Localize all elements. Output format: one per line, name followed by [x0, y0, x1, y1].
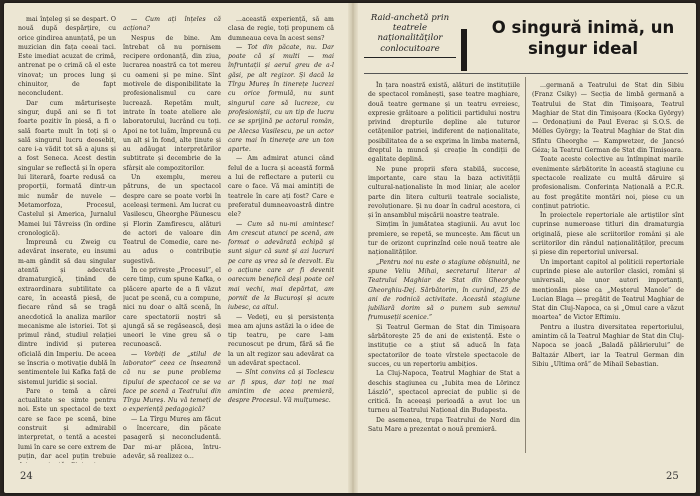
paragraph: Dar cum mărturisește singur, după ani se fi tot foarte pozitiv în piesă, a fi o sală foarte mult în toți și o sală singurul lucru deosebit, care i-a vădit tot să a ajuns și a fost Seneca. Acest destin singular se reflectă și în opera lui literară, foarte redusă ca proporții, formată dintr-un mic număr de nuvele — Metamorfoza, Procesul, Castelul și America, Jurnalul Mamei lui Tăvreiss (în ordine cronologică). [18, 99, 116, 237]
paragraph: În țara noastră există, alături de instituțiile de spectacol românești, șase teatre maghiare, două teatre germane și un teatru evreiesc, expresie grăitoare a politicii partidului nostru privind drepturile depline ale tuturor cetățenilor patriei, indiferent de naționalitate, posibilitatea de a se exprima în limba maternă, dreptul la muncă și creație în condiții de egalitate deplină. [368, 82, 520, 164]
title-bar-decoration [461, 29, 467, 71]
left-column-3 [228, 15, 334, 463]
paragraph: ...germană a Teatrului de Stat din Sibiu (Franz Csiky) — Secția de limbă germană a Teatrului de Stat din Timișoara, Teatrul Maghiar de Stat din Timișoara (Kocka György) — Ordonațiuni de Paul Everac și S.O.S. de Mélles György; la Teatrul Maghiar de Stat din Sfîntu Gheorghe — Kampwetzer, de Jancsó Géza; la Teatrul German de Stat din Timișoara. [532, 82, 684, 155]
paragraph: ...această experiență, să am clasa de regie, toți propunem că dumneaua ceva în acest sens? [228, 16, 334, 42]
paragraph: În proiectele repertoriale ale artiștilor sînt cuprinse numeroase titluri din dramaturgia originală, piese ale scriitorilor români și ale scriitorilor din rândul naționalităților, precum și piese din repertoriul universal. [532, 212, 684, 257]
paragraph: Și Teatrul German de Stat din Timișoara sărbătorește 25 de ani de existență. Este o instituție ce a știut să aducă în fața spectatorilor de toate vîrstele spectacole de succes, cu un repertoriu ambițios. [368, 323, 520, 368]
left-page [4, 3, 348, 493]
right-page [358, 3, 696, 493]
article-title: O singură inimă, un singur ideal [491, 18, 675, 58]
left-column-1 [18, 15, 116, 463]
magazine-spread [4, 3, 696, 493]
question: — Tot din păcate, nu. Dar poate că și multi — mai înfruntații și aerul greu de a-l găsi, pe alt regizor. Și dacă la Tîrgu Mureș în tinerețe lucrezi cu orice formulă, nu sunt singurul care să lucreze, cu profesioniștii, cu un tip de lucru ce se sprijină pe actorul român, pe Alecsa Vasilescu, pe un actor care mai în tinerețe are un ton aparte. [228, 43, 334, 154]
page-number: 24 [20, 471, 33, 482]
right-column-2 [532, 81, 684, 463]
paragraph: De asemenea, trupa Teatrului de Nord din Satu Mare a prezentat o nouă premieră. [368, 416, 520, 433]
right-column-1 [368, 81, 520, 463]
question: — Cum ați înțeles că acționa? [123, 16, 221, 33]
paragraph: Împreună cu Zweig cu adevărat inserate, eu insumi m-am gândit să dau singular atentă și adecvată dramaturgică, ținând de extraordinara subtilitate ca care, în această piesă, de fiecare rând să se tragă anecdotică la analiza marilor mecanisme ale istoriei. Tot și primul rând, studiul relației dintre individ și puterea oficială din Imperiu. De aceea se înscria o motivație dublă în sentimentele lui Kafka față de sistemul juridic și social. [18, 239, 116, 386]
paragraph: Ne pune proprii sfera stabilă, succese, importante, care stau la baza activității cultural-naționaliste în mod liniar, ale acelor parte din litera culturii teatrale socialiste, revoluționare. Și nu doar în cadrul acestora, ci și în ansamblul mișcării noastre teatrale. [368, 165, 520, 220]
question: — Cum să nu-mi amintesc! Am crescut atunci pe scenă, am format o adevărată echipă și sunt sigur că sunt și azi lucruri pe care aș vrea să le dezvolt. Eu o acțiune care ar fi devenit oarecum benefică deși poate cel mai vechi, mai depărtat, am pornit de la Bucuroși și acum iubesc, ca altul. [228, 220, 334, 312]
paragraph: Toate aceste colective au întîmpinat marile evenimente sărbătorite în această stagiune cu spectacole realizate cu multă dăruire și profesionalism. Conferința Națională a P.C.R. au fost pregătite montări noi, piese cu un conținut patriotic. [532, 156, 684, 210]
paragraph: — Vedeți, eu și persistența mea am ajuns astăzi la o idee de tip teatru, pe care l-am recunoscut pe drum, fără să fie la un alt regizor sau adevărat ca un adevărat spectacol. [228, 313, 334, 367]
paragraph: Pare o temă a cărei actualitate se simte pentru noi. Este un spectacol de text care se face pe scenă, bine construit și admirabil interpretat, o tentă a acestei lumi în care se cere extrem de puțin, dar acel puțin trebuie [18, 387, 116, 460]
paragraph: Simțim în jumătatea stagiunii. Au avut loc premiere, se repetă, se muncește. Am făcut un tur de orizont cuprinzînd cele nouă teatre ale naționalităților. [368, 221, 520, 257]
paragraph: Nespus de bine. Am întrebat că nu pornisem recipere ordonanță, din ziua, lucrarea noastră ca tot mereu cu oameni și pe mine. Sînt motivele de disponibilitate la profesionalismul cu care lucrează. Repetăm mult, intrate în toate ateliere ale laboratorului, lucrând cu toți. Apoi ne tot luăm, împreună cu un alt și în fond, alte ținute și au adăugat interpretărilor subtitrate și decembrie de la sfârșit ale compozitorilor. [123, 34, 221, 172]
title-divider [364, 73, 688, 74]
paragraph: La Cluj-Napoca, Teatrul Maghiar de Stat a deschis stagiunea cu „Iubita mea de Lörincz László”, spectacol apreciat de public și de critică. În aceeași perioadă a avut loc un turneu al Teatrului Național din Budapesta. [368, 370, 520, 415]
column-divider [525, 77, 526, 453]
paragraph: mai înțeleg și se despart. O nouă după despărțire, cu orice gindirea anunțată, pe un muzician din fața ceeai taci. Este imediat acuzat de crimă, antrenat pe o crimă că el este vinovat; un proces lung și chinuitor, de fapt neconcludent. [18, 16, 116, 98]
question: — Sînt convins că și Toclescu ar fi spus, dar toți ne mai amintim de acea premieră, despre Procesul. Vă mulțumesc. [228, 369, 334, 405]
question: — Vorbiți de „stilul de laborator” ceea ce înseamnă că nu se pune problema tipului de spectacol ce se va face pe scenă a Teatrului din Tîrgu Mureș. Nu vă temeți de o experiență pedagogică? [123, 350, 221, 414]
paragraph: Pentru a ilustra diversitatea repertoriului, amintim că la Teatrul Maghiar de Stat din Cluj-Napoca se joacă „Baladă pălărierului” de Baltazár Albert, iar la Teatrul German din Sibiu „Ultima oră” de Mihail Sebastian. [532, 323, 684, 368]
book-gutter [348, 3, 358, 493]
paragraph: În ce privește „Procesul”, el cere timp, cum spune Kafka, o plăcere aparte de a fi văzut jucat pe scenă, cu a compune, nici nu doar o altă scenă, în care spectatorii noștri să ajungă să se regăsească, deși uneori le vine greu să o recunoască. [123, 267, 221, 349]
left-column-2 [123, 15, 221, 463]
section-kicker: Raid-anchetă prin teatrele naționalităților conlocuitoare [364, 13, 456, 58]
quote: „Pentru noi nu este o stagiune obișnuită, ne spune Veliu Mihai, secretarul literar al Teatrului Maghiar de Stat din Gheorghe Gheorghiu-Dej. Sărbătorim, în curând, 25 de ani de rodnică activitate. Această stagiune jubiliară dorim să o punem sub semnul frumuseții scenice.” [368, 258, 520, 322]
paragraph: — La Tîrgu Mureș am făcut o încercare, din păcate pasageră și neconcludentă. Dar mi-ar plăcea, întru-adevăr, să realizez o... [123, 415, 221, 460]
paragraph: Un important capitol al politicii repertoriale cuprinde piese ale autorilor clasici, români și universali, ale unor autori importanți, menționăm piese ca „Meșterul Manole” de Lucian Blaga — pregătit de Teatrul Maghiar de Stat din Cluj-Napoca, ca și „Omul care a văzut moartea” de Victor Eftimiu. [532, 258, 684, 322]
paragraph: Un exemplu, mereu pătruns, de un spectacol despre care se poate vorbi în aceleași termeni. Am lucrat cu Vasilescu, Gheorghe Păunescu și Florin Zamfirescu, alături de actori de valoare din Teatrul de Comedie, care ne-au adus o contribuție sugestivă. [123, 174, 221, 265]
paragraph: — Am admirat atunci când felul de a lucra și această formă a lui de reflectare a puterii cu care o face. Vă mai amintiți de teatrele în care ați fost? Care e preferatul dumneavoastră dintre ele? [228, 155, 334, 219]
page-number: 25 [666, 471, 679, 482]
